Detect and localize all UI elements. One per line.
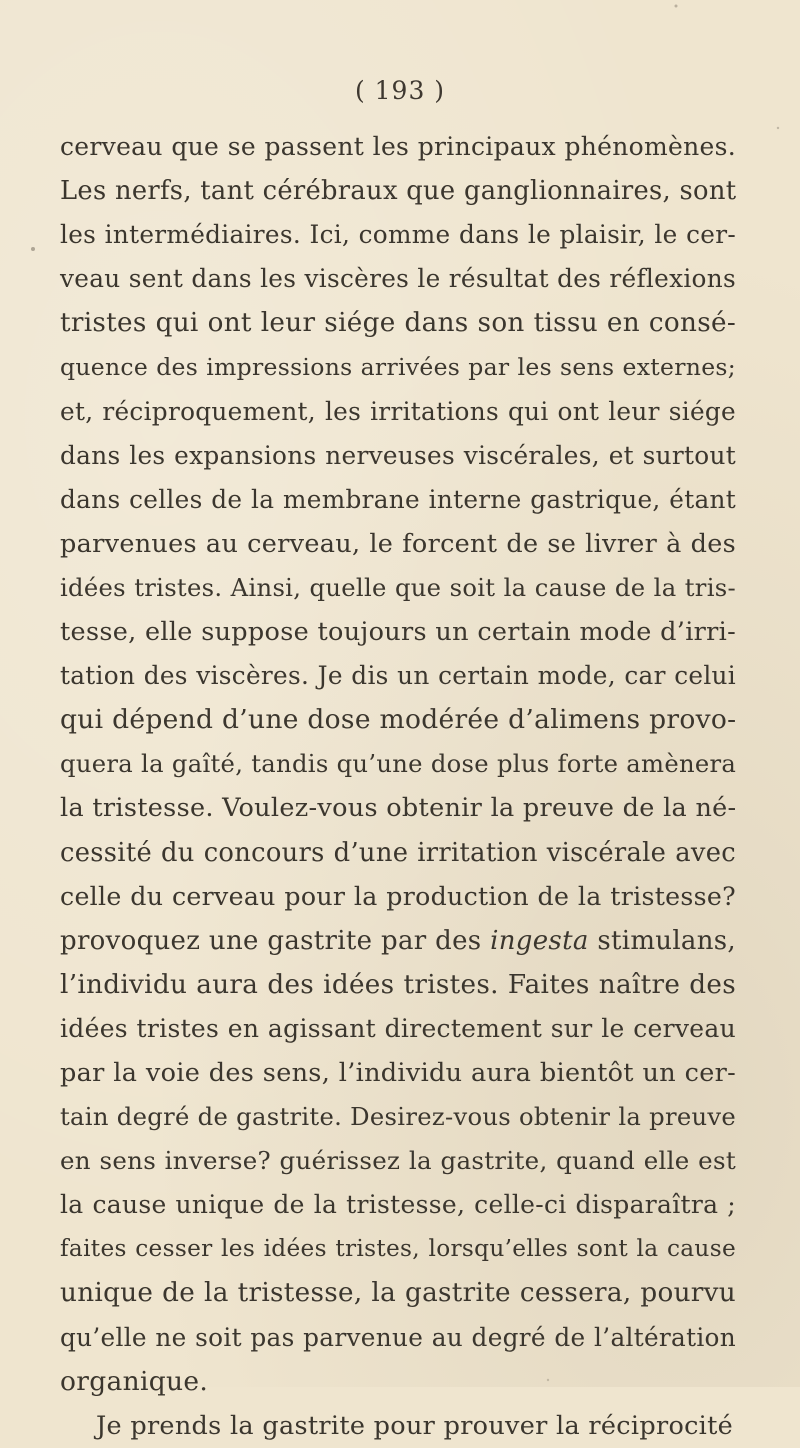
text-line: par la voie des sens, l’individu aura bientôt un cer- — [60, 1057, 736, 1088]
text-line: unique de la tristesse, la gastrite cessera, pourvu — [60, 1278, 736, 1309]
text-line: les intermédiaires. Ici, comme dans le plaisir, le cer- — [60, 220, 736, 250]
text-line: dans les expansions nerveuses viscérales, et surtout — [60, 440, 736, 470]
text-line: qu’elle ne soit pas parvenue au degré de l’altération — [60, 1322, 736, 1352]
text-line: quence des impressions arrivées par les sens externes; — [60, 353, 736, 382]
text-line: Les nerfs, tant cérébraux que ganglionnaires, sont — [60, 176, 737, 207]
text-line: cessité du concours d’une irritation viscérale avec — [60, 837, 736, 868]
text-line: en sens inverse? guérissez la gastrite, quand elle est — [60, 1146, 736, 1176]
text-line: parvenues au cerveau, le forcent de se livrer à des — [60, 528, 736, 559]
text-line: cerveau que se passent les principaux phénomènes. — [60, 132, 736, 161]
text-line: la tristesse. Voulez-vous obtenir la preuve de la né- — [60, 793, 737, 824]
text-line: organique. — [60, 1365, 209, 1397]
text-line: quera la gaîté, tandis qu’une dose plus forte amènera — [60, 749, 737, 779]
text-line: faites cesser les idées tristes, lorsqu’elles sont la cause — [60, 1235, 736, 1263]
text-line: l’individu aura des idées tristes. Faites naître des — [60, 969, 736, 1000]
text-line: Je prends la gastrite pour prouver la réciprocité — [96, 1410, 734, 1441]
text-line: celle du cerveau pour la production de la tristesse? — [60, 881, 736, 911]
text-line: idées tristes. Ainsi, quelle que soit la cause de la tris- — [60, 572, 736, 602]
text-line: provoquez une gastrite par des ingesta stimulans, — [60, 925, 736, 956]
body-text — [60, 125, 736, 1448]
text-line: et, réciproquement, les irritations qui ont leur siége — [60, 396, 736, 426]
text-line: tesse, elle suppose toujours un certain mode d’irri- — [60, 617, 736, 648]
text-line: veau sent dans les viscères le résultat des réflexions — [60, 264, 736, 294]
text-line: idées tristes en agissant directement sur le cerveau — [60, 1013, 736, 1043]
page-number: ( 193 ) — [354, 76, 446, 105]
text-line: qui dépend d’une dose modérée d’alimens provo- — [60, 704, 737, 736]
text-line: tain degré de gastrite. Desirez-vous obtenir la preuve — [60, 1102, 737, 1132]
text-line: tation des viscères. Je dis un certain mode, car celui — [60, 661, 736, 691]
text-line: la cause unique de la tristesse, celle-ci disparaîtra ; — [60, 1190, 736, 1220]
text-line: dans celles de la membrane interne gastrique, étant — [60, 484, 736, 514]
text-line: tristes qui ont leur siége dans son tissu en consé- — [60, 308, 736, 339]
